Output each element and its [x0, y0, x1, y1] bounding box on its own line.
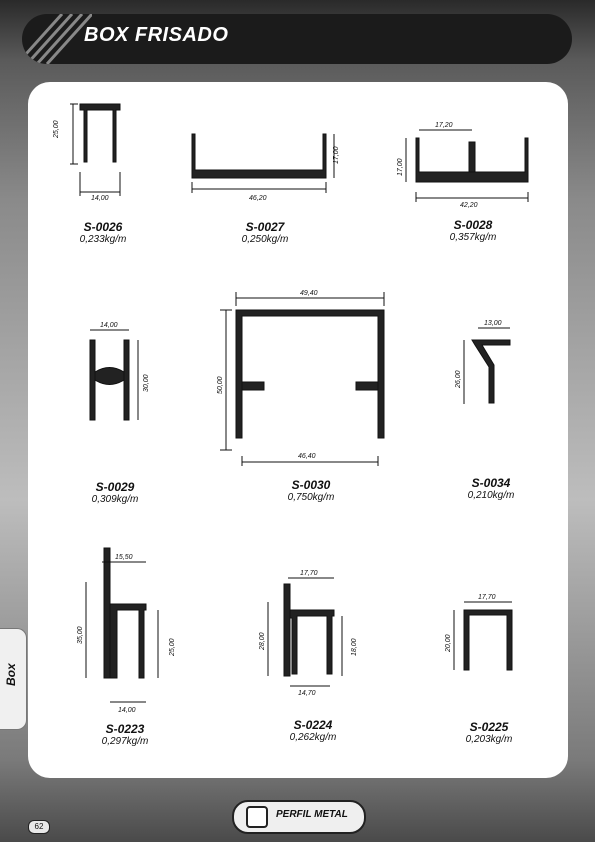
item-s-0030 — [276, 478, 346, 503]
item-s-0026 — [68, 220, 138, 245]
dim-label: 25,00 — [53, 120, 60, 138]
dim-label: 14,00 — [100, 322, 118, 329]
item-code: S-0029 — [95, 480, 135, 494]
dim-label: 13,00 — [484, 320, 502, 327]
item-code: S-0028 — [453, 218, 493, 232]
item-weight: 0,262kg/m — [289, 732, 337, 743]
item-code: S-0225 — [469, 720, 509, 734]
profile-s-0223-drawing — [86, 548, 158, 702]
dim-label: 28,00 — [259, 632, 266, 650]
dim-label: 42,20 — [460, 202, 478, 209]
item-weight: 0,233kg/m — [79, 234, 127, 245]
profile-s-0027-drawing — [192, 134, 334, 193]
item-weight: 0,357kg/m — [449, 232, 497, 243]
item-weight: 0,250kg/m — [241, 234, 289, 245]
item-weight: 0,297kg/m — [101, 736, 149, 747]
side-tab-label: Box — [4, 663, 18, 686]
dim-label: 14,00 — [118, 707, 136, 714]
item-s-0027 — [230, 220, 300, 245]
dim-label: 30,00 — [143, 374, 150, 392]
item-s-0028 — [438, 218, 508, 243]
dim-label: 17,70 — [478, 594, 496, 601]
profile-s-0028-drawing — [406, 130, 528, 202]
item-code: S-0026 — [83, 220, 123, 234]
profile-s-0034-drawing — [464, 328, 510, 404]
profile-s-0225-drawing — [454, 602, 512, 670]
profiles-drawing — [28, 82, 568, 778]
dim-label: 50,00 — [217, 376, 224, 394]
dim-label: 25,00 — [169, 638, 176, 656]
item-s-0223 — [90, 722, 160, 747]
item-code: S-0034 — [471, 476, 511, 490]
profile-s-0029-drawing — [90, 330, 138, 420]
dim-label: 14,00 — [91, 195, 109, 202]
dim-label: 18,00 — [351, 638, 358, 656]
item-s-0029 — [80, 480, 150, 505]
dim-label: 26,00 — [455, 370, 462, 388]
item-code: S-0027 — [245, 220, 285, 234]
dim-label: 17,20 — [435, 122, 453, 129]
dim-label: 46,20 — [249, 195, 267, 202]
item-weight: 0,210kg/m — [467, 490, 515, 501]
page-title: BOX FRISADO — [84, 24, 229, 46]
item-weight: 0,203kg/m — [465, 734, 513, 745]
dim-label: 49,40 — [300, 290, 318, 297]
dim-label: 15,50 — [115, 554, 133, 561]
item-weight: 0,309kg/m — [91, 494, 139, 505]
profile-s-0026-drawing — [70, 104, 120, 196]
profile-s-0030-drawing — [220, 292, 384, 466]
item-s-0224 — [278, 718, 348, 743]
dim-label: 46,40 — [298, 453, 316, 460]
dim-label: 17,00 — [333, 146, 340, 164]
dim-label: 17,00 — [397, 158, 404, 176]
dim-label: 17,70 — [300, 570, 318, 577]
brand-logo-icon — [246, 806, 268, 828]
profile-s-0224-drawing — [268, 578, 342, 686]
item-code: S-0030 — [291, 478, 331, 492]
footer-brand-name: PERFIL METAL — [276, 809, 348, 820]
page-header — [22, 14, 572, 64]
dim-label: 35,00 — [77, 626, 84, 644]
page-number: 62 — [28, 820, 50, 834]
item-s-0034 — [456, 476, 526, 501]
dim-label: 14,70 — [298, 690, 316, 697]
item-code: S-0223 — [105, 722, 145, 736]
dim-label: 20,00 — [445, 634, 452, 652]
item-weight: 0,750kg/m — [287, 492, 335, 503]
item-code: S-0224 — [293, 718, 333, 732]
item-s-0225 — [454, 720, 524, 745]
header-stripes-decoration — [22, 14, 92, 64]
